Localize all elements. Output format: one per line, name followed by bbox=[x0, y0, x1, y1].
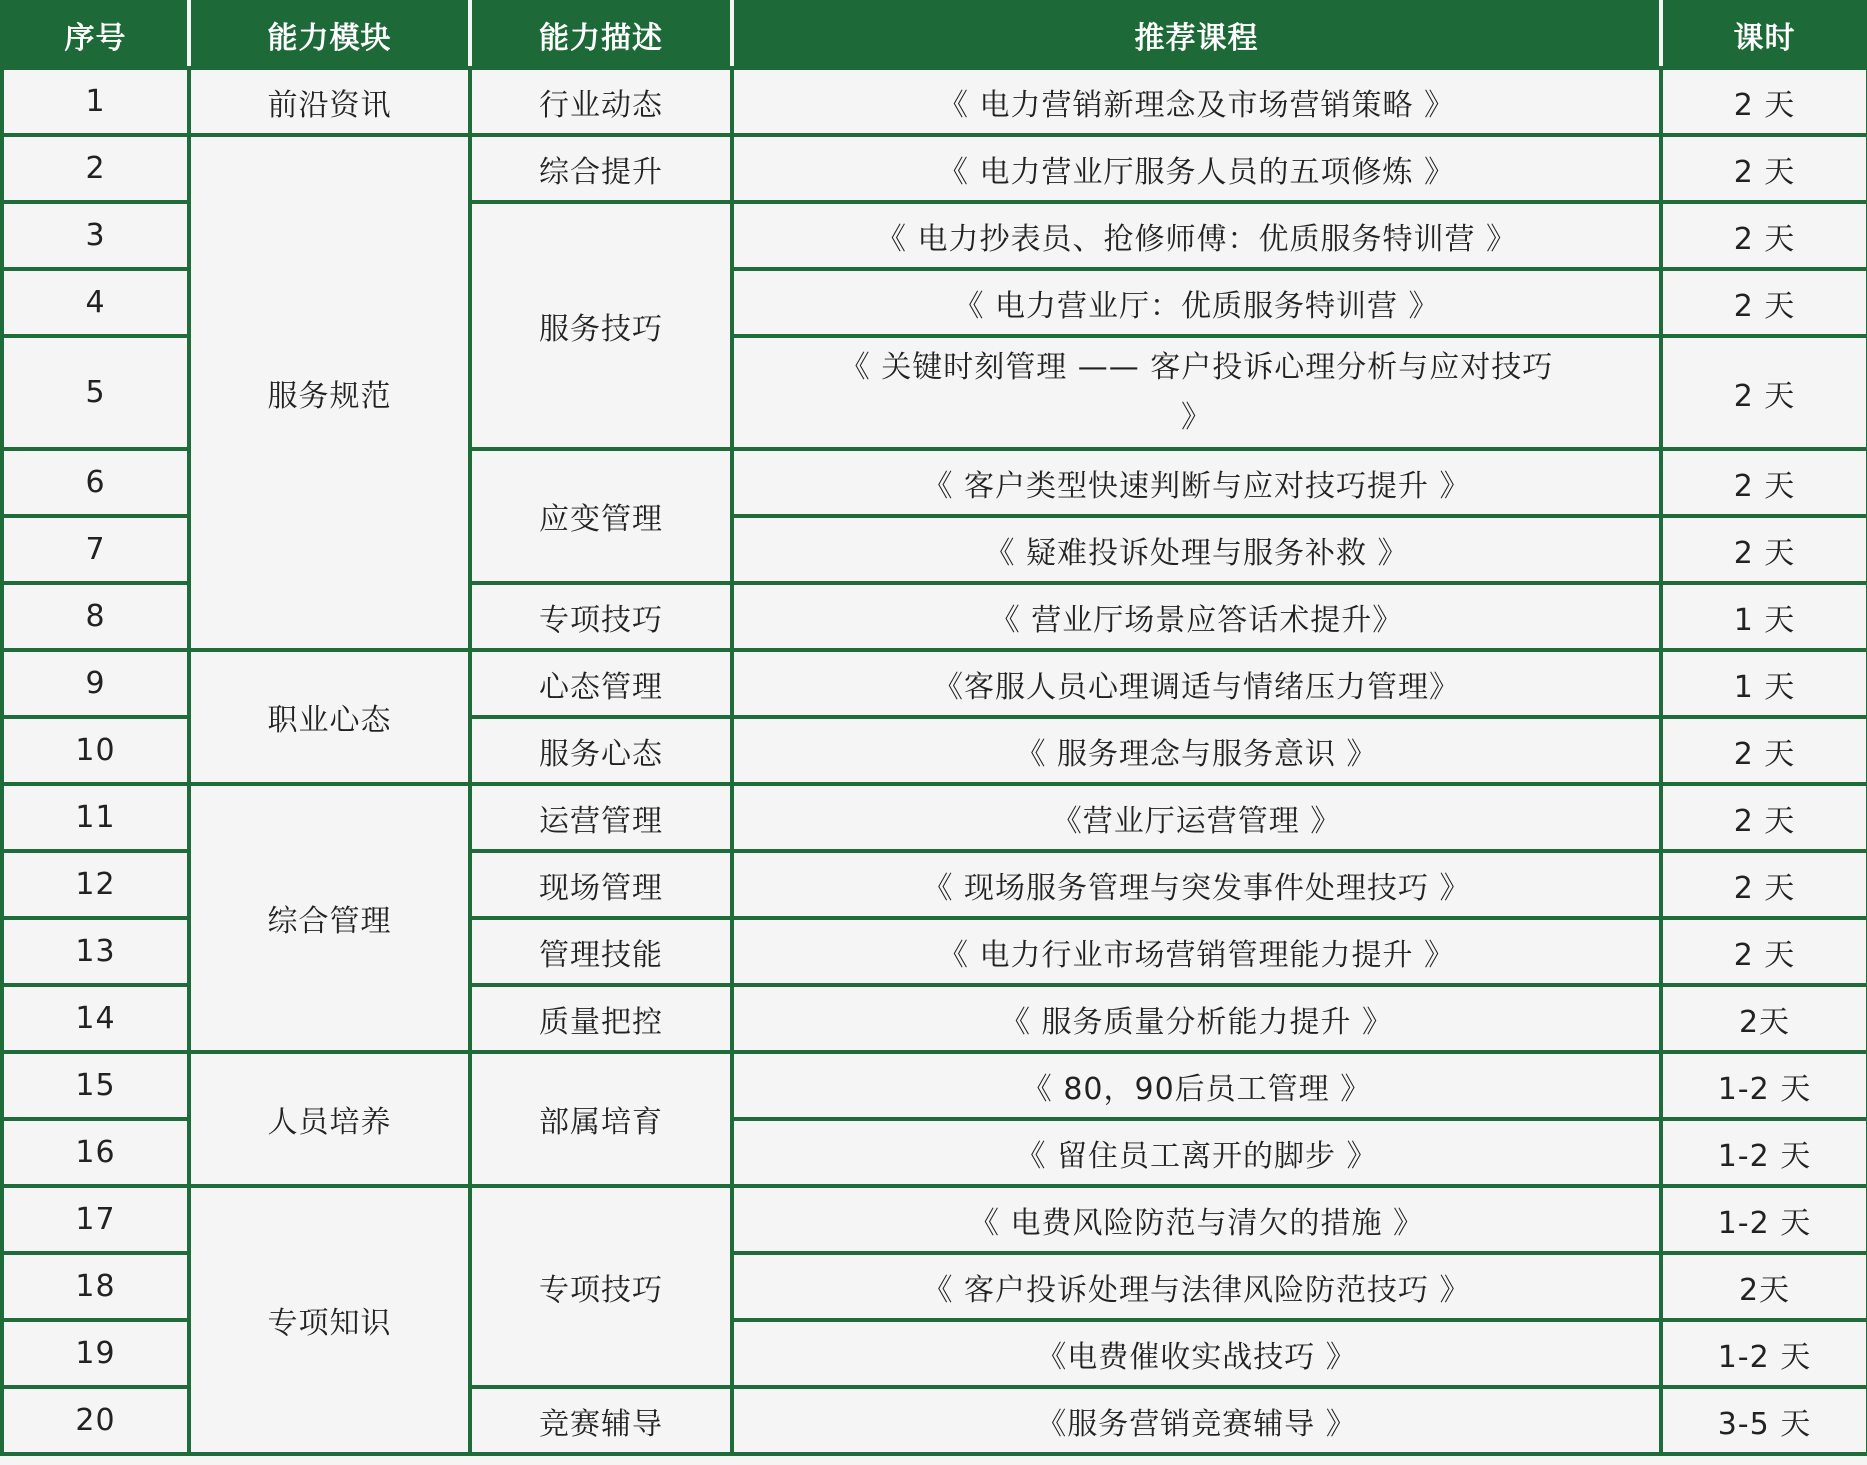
course-cell: 《 服务理念与服务意识 》 bbox=[732, 717, 1661, 784]
seq-cell: 9 bbox=[2, 650, 189, 717]
module-cell: 前沿资讯 bbox=[189, 68, 470, 135]
seq-cell: 10 bbox=[2, 717, 189, 784]
course-cell: 《 服务质量分析能力提升 》 bbox=[732, 985, 1661, 1052]
duration-cell: 1-2 天 bbox=[1661, 1119, 1867, 1186]
duration-cell: 2 天 bbox=[1661, 202, 1867, 269]
course-cell: 《 电力营业厅服务人员的五项修炼 》 bbox=[732, 135, 1661, 202]
header-seq: 序号 bbox=[2, 2, 189, 68]
description-cell: 竞赛辅导 bbox=[470, 1387, 732, 1454]
header-description: 能力描述 bbox=[470, 2, 732, 68]
seq-cell: 12 bbox=[2, 851, 189, 918]
course-cell: 《服务营销竞赛辅导 》 bbox=[732, 1387, 1661, 1454]
duration-cell: 2 天 bbox=[1661, 851, 1867, 918]
header-module: 能力模块 bbox=[189, 2, 470, 68]
description-cell: 综合提升 bbox=[470, 135, 732, 202]
seq-cell: 8 bbox=[2, 583, 189, 650]
table-row bbox=[2, 650, 1867, 717]
seq-cell: 19 bbox=[2, 1320, 189, 1387]
course-cell: 《 电力营业厅：优质服务特训营 》 bbox=[732, 269, 1661, 336]
description-cell: 现场管理 bbox=[470, 851, 732, 918]
duration-cell: 2 天 bbox=[1661, 516, 1867, 583]
header-course: 推荐课程 bbox=[732, 2, 1661, 68]
duration-cell: 1-2 天 bbox=[1661, 1186, 1867, 1253]
module-cell: 综合管理 bbox=[189, 784, 470, 1052]
description-cell: 质量把控 bbox=[470, 985, 732, 1052]
duration-cell: 1 天 bbox=[1661, 583, 1867, 650]
duration-cell: 1-2 天 bbox=[1661, 1320, 1867, 1387]
course-cell: 《 现场服务管理与突发事件处理技巧 》 bbox=[732, 851, 1661, 918]
course-cell: 《 电力营销新理念及市场营销策略 》 bbox=[732, 68, 1661, 135]
seq-cell: 6 bbox=[2, 449, 189, 516]
description-cell: 管理技能 bbox=[470, 918, 732, 985]
header-row bbox=[2, 2, 1867, 68]
description-cell: 部属培育 bbox=[470, 1052, 732, 1186]
seq-cell: 14 bbox=[2, 985, 189, 1052]
course-cell: 《 客户投诉处理与法律风险防范技巧 》 bbox=[732, 1253, 1661, 1320]
description-cell: 专项技巧 bbox=[470, 583, 732, 650]
course-cell: 《客服人员心理调适与情绪压力管理》 bbox=[732, 650, 1661, 717]
course-cell: 《 疑难投诉处理与服务补救 》 bbox=[732, 516, 1661, 583]
duration-cell: 2 天 bbox=[1661, 336, 1867, 449]
seq-cell: 13 bbox=[2, 918, 189, 985]
seq-cell: 5 bbox=[2, 336, 189, 449]
module-cell: 人员培养 bbox=[189, 1052, 470, 1186]
table-row bbox=[2, 135, 1867, 202]
seq-cell: 11 bbox=[2, 784, 189, 851]
module-cell: 专项知识 bbox=[189, 1186, 470, 1454]
header-duration: 课时 bbox=[1661, 2, 1867, 68]
course-cell: 《 关键时刻管理 —— 客户投诉心理分析与应对技巧 》 bbox=[732, 336, 1661, 449]
course-cell: 《 电力行业市场营销管理能力提升 》 bbox=[732, 918, 1661, 985]
duration-cell: 2 天 bbox=[1661, 918, 1867, 985]
description-cell: 心态管理 bbox=[470, 650, 732, 717]
module-cell: 职业心态 bbox=[189, 650, 470, 784]
duration-cell: 2 天 bbox=[1661, 135, 1867, 202]
seq-cell: 1 bbox=[2, 68, 189, 135]
seq-cell: 3 bbox=[2, 202, 189, 269]
duration-cell: 3-5 天 bbox=[1661, 1387, 1867, 1454]
table-row bbox=[2, 68, 1867, 135]
description-cell: 服务技巧 bbox=[470, 202, 732, 449]
course-cell: 《 电力抄表员、抢修师傅：优质服务特训营 》 bbox=[732, 202, 1661, 269]
description-cell: 行业动态 bbox=[470, 68, 732, 135]
description-cell: 应变管理 bbox=[470, 449, 732, 583]
duration-cell: 2 天 bbox=[1661, 269, 1867, 336]
table-row bbox=[2, 784, 1867, 851]
duration-cell: 2 天 bbox=[1661, 784, 1867, 851]
seq-cell: 20 bbox=[2, 1387, 189, 1454]
duration-cell: 2天 bbox=[1661, 985, 1867, 1052]
seq-cell: 4 bbox=[2, 269, 189, 336]
duration-cell: 2 天 bbox=[1661, 68, 1867, 135]
course-cell: 《 客户类型快速判断与应对技巧提升 》 bbox=[732, 449, 1661, 516]
duration-cell: 1 天 bbox=[1661, 650, 1867, 717]
seq-cell: 17 bbox=[2, 1186, 189, 1253]
course-cell: 《 留住员工离开的脚步 》 bbox=[732, 1119, 1661, 1186]
course-cell: 《电费催收实战技巧 》 bbox=[732, 1320, 1661, 1387]
duration-cell: 2天 bbox=[1661, 1253, 1867, 1320]
duration-cell: 2 天 bbox=[1661, 717, 1867, 784]
seq-cell: 7 bbox=[2, 516, 189, 583]
course-cell: 《 电费风险防范与清欠的措施 》 bbox=[732, 1186, 1661, 1253]
course-cell: 《营业厅运营管理 》 bbox=[732, 784, 1661, 851]
seq-cell: 16 bbox=[2, 1119, 189, 1186]
description-cell: 专项技巧 bbox=[470, 1186, 732, 1387]
seq-cell: 15 bbox=[2, 1052, 189, 1119]
table-row bbox=[2, 1052, 1867, 1119]
table-row bbox=[2, 1186, 1867, 1253]
course-cell: 《 80，90后员工管理 》 bbox=[732, 1052, 1661, 1119]
module-cell: 服务规范 bbox=[189, 135, 470, 650]
duration-cell: 1-2 天 bbox=[1661, 1052, 1867, 1119]
description-cell: 运营管理 bbox=[470, 784, 732, 851]
seq-cell: 18 bbox=[2, 1253, 189, 1320]
course-cell: 《 营业厅场景应答话术提升》 bbox=[732, 583, 1661, 650]
duration-cell: 2 天 bbox=[1661, 449, 1867, 516]
description-cell: 服务心态 bbox=[470, 717, 732, 784]
seq-cell: 2 bbox=[2, 135, 189, 202]
